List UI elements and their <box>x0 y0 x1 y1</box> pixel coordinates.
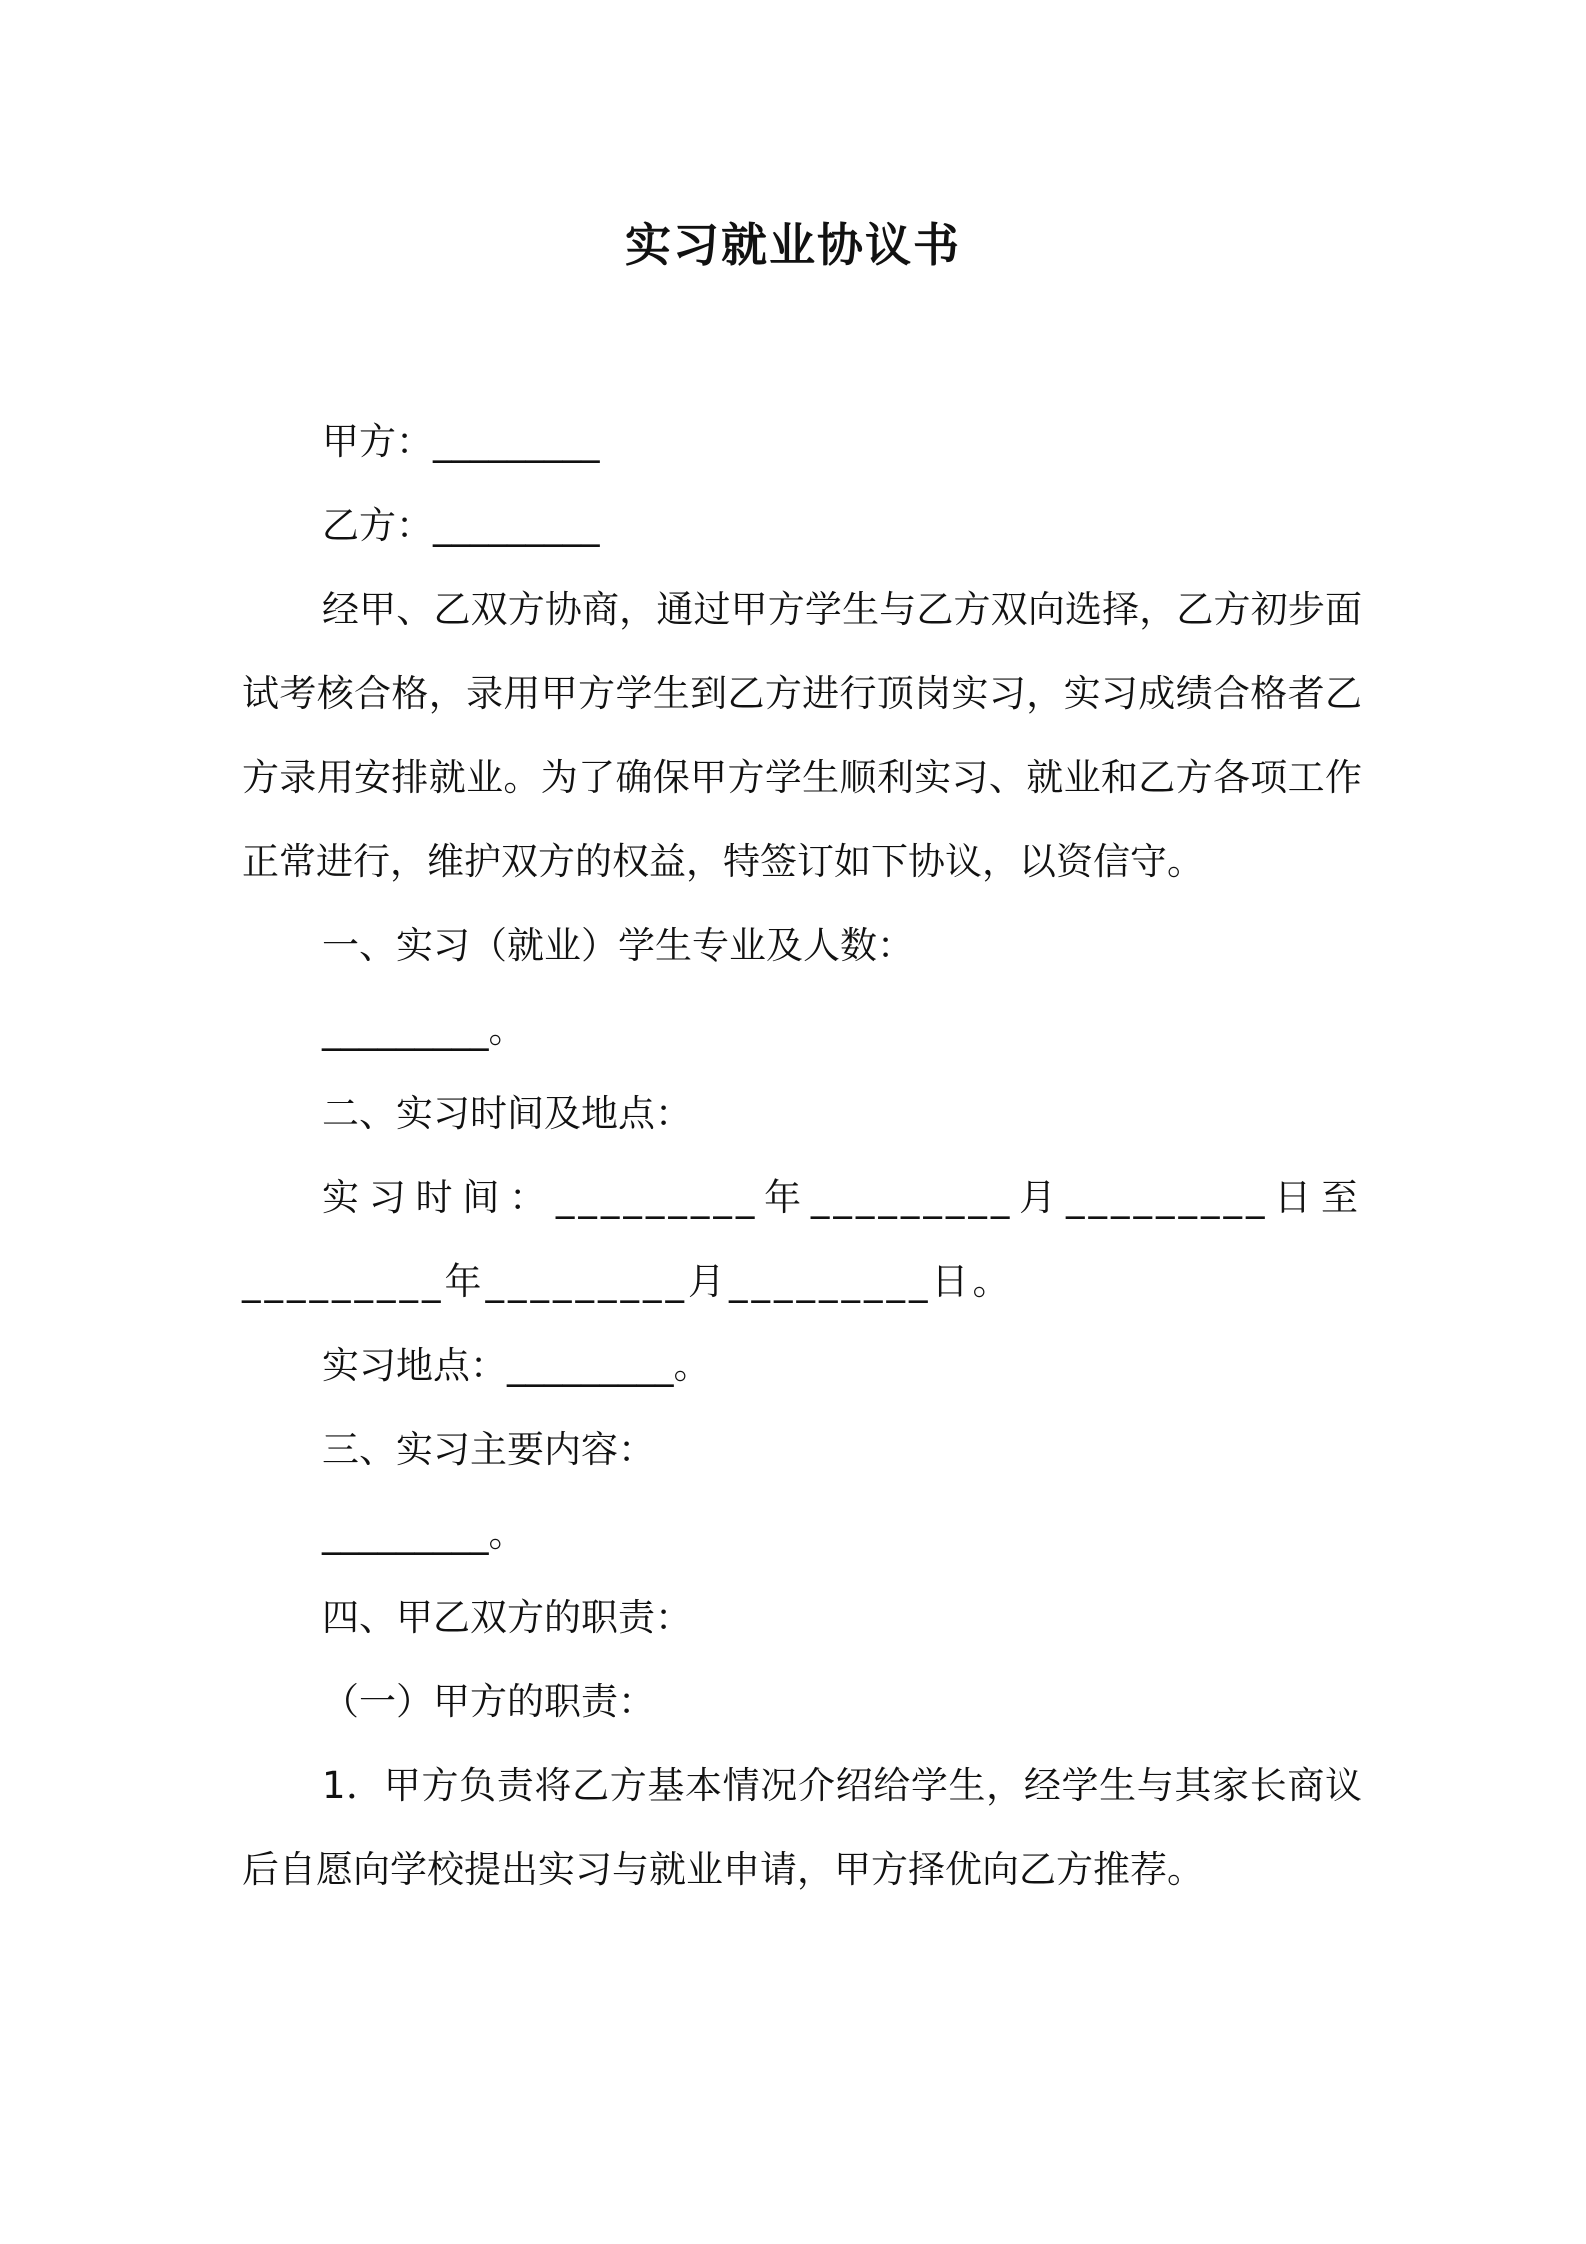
document-body <box>242 400 1362 1912</box>
section-2-heading: 二、实习时间及地点： <box>322 1092 692 1135</box>
section-2-time: 实习时间：_________年_________月_________日至_________年_________月_________日。 <box>242 1176 1362 1303</box>
section-1-heading: 一、实习（就业）学生专业及人数： <box>322 924 914 967</box>
section-4-heading: 四、甲乙双方的职责： <box>322 1596 692 1639</box>
intro-paragraph: 经甲、乙双方协商，通过甲方学生与乙方双向选择，乙方初步面试考核合格，录用甲方学生到乙方进行顶岗实习，实习成绩合格者乙方录用安排就业。为了确保甲方学生顺利实习、就业和乙方各项工作正常进行，维护双方的权益，特签订如下协议，以资信守。 <box>242 588 1362 883</box>
party-a-line: 甲方：_________ <box>322 420 600 463</box>
section-3-blank: _________。 <box>322 1512 526 1555</box>
section-3-heading: 三、实习主要内容： <box>322 1428 655 1471</box>
party-b-line: 乙方：_________ <box>322 504 600 547</box>
section-4-item-1: 1．甲方负责将乙方基本情况介绍给学生，经学生与其家长商议后自愿向学校提出实习与就业申请，甲方择优向乙方推荐。 <box>242 1764 1362 1891</box>
document-title: 实习就业协议书 <box>625 218 961 272</box>
section-1-blank: _________。 <box>322 1008 526 1051</box>
section-4-subheading-1: （一）甲方的职责： <box>322 1680 655 1723</box>
section-2-place: 实习地点：_________。 <box>322 1344 711 1387</box>
